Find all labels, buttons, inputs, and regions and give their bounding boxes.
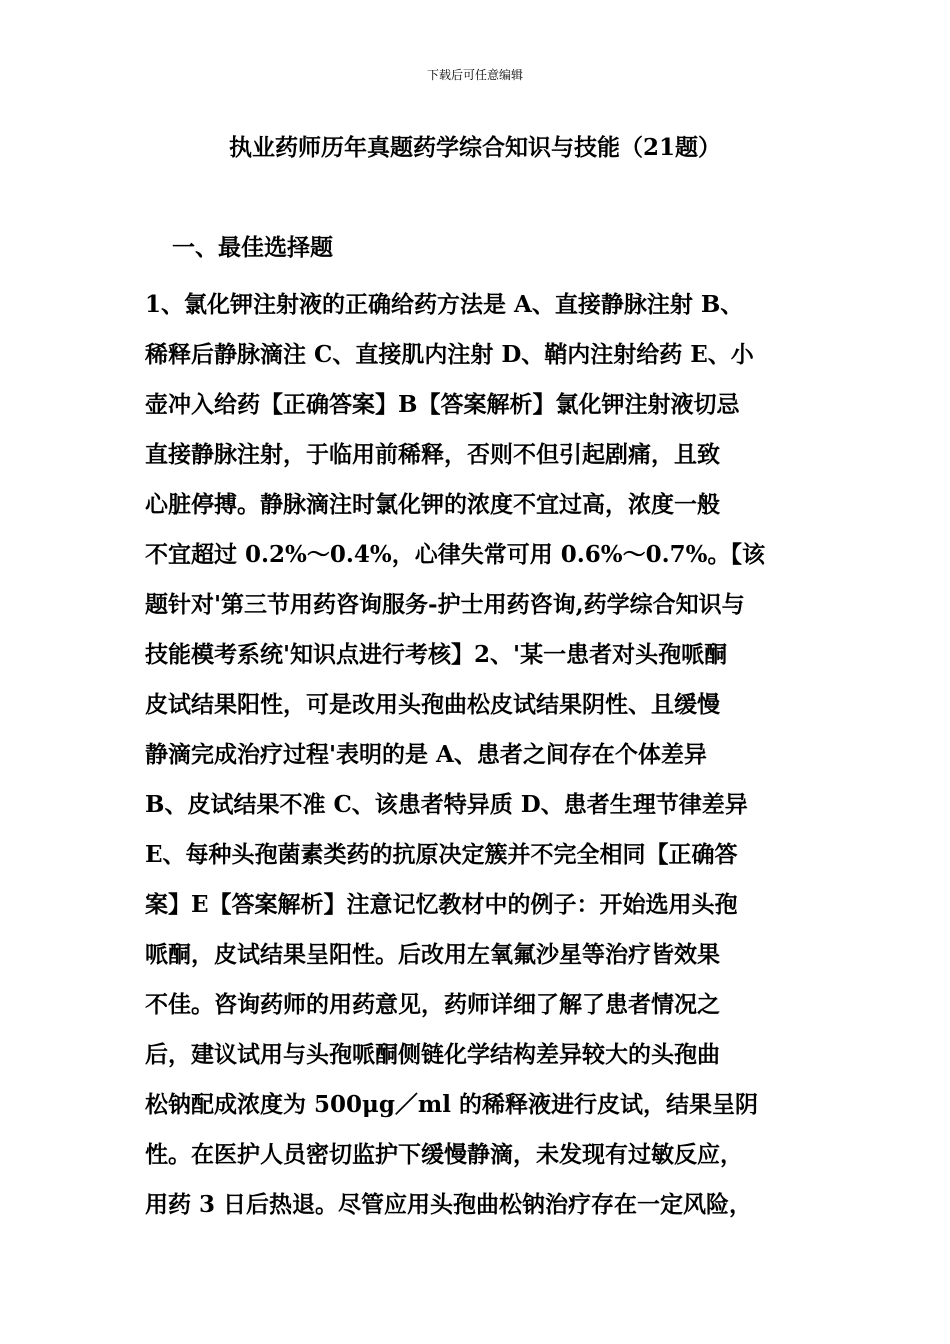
text-line: E、每种头孢菌素类药的抗原决定簇并不完全相同【正确答 bbox=[145, 841, 738, 868]
text-line: 松钠配成浓度为 500μg／ml 的稀释液进行皮试，结果呈阴 bbox=[145, 1091, 759, 1118]
page-header-note: 下载后可任意编辑 bbox=[426, 68, 523, 82]
text-line: 题针对'第三节用药咨询服务-护士用药咨询,药学综合知识与 bbox=[145, 591, 745, 618]
text-line: 哌酮，皮试结果呈阳性。后改用左氧氟沙星等治疗皆效果 bbox=[145, 941, 720, 968]
text-line: 1、氯化钾注射液的正确给药方法是 A、直接静脉注射 B、 bbox=[145, 291, 744, 318]
text-line: 不佳。咨询药师的用药意见，药师详细了解了患者情况之 bbox=[145, 991, 720, 1018]
document-title: 执业药师历年真题药学综合知识与技能（21题） bbox=[228, 134, 721, 161]
text-line: 不宜超过 0.2%～0.4%，心律失常可用 0.6%～0.7%。【该 bbox=[145, 541, 765, 568]
text-line: 壶冲入给药【正确答案】B【答案解析】氯化钾注射液切忌 bbox=[145, 391, 740, 418]
text-line: 案】E【答案解析】注意记忆教材中的例子：开始选用头孢 bbox=[145, 891, 738, 918]
text-line: 心脏停搏。静脉滴注时氯化钾的浓度不宜过高，浓度一般 bbox=[145, 491, 720, 518]
section-heading: 一、最佳选择题 bbox=[172, 234, 333, 261]
text-line: 性。在医护人员密切监护下缓慢静滴，未发现有过敏反应， bbox=[145, 1141, 743, 1168]
text-line: 静滴完成治疗过程'表明的是 A、患者之间存在个体差异 bbox=[145, 741, 707, 768]
text-line: 后，建议试用与头孢哌酮侧链化学结构差异较大的头孢曲 bbox=[145, 1041, 720, 1068]
text-line: B、皮试结果不准 C、该患者特异质 D、患者生理节律差异 bbox=[145, 791, 748, 818]
text-line: 用药 3 日后热退。尽管应用头孢曲松钠治疗存在一定风险， bbox=[145, 1191, 753, 1218]
question-body bbox=[145, 280, 807, 1230]
text-line: 皮试结果阳性，可是改用头孢曲松皮试结果阴性、且缓慢 bbox=[145, 691, 720, 718]
text-line: 技能模考系统'知识点进行考核】2、'某一患者对头孢哌酮 bbox=[145, 641, 728, 668]
text-line: 直接静脉注射，于临用前稀释，否则不但引起剧痛，且致 bbox=[145, 441, 720, 468]
text-line: 稀释后静脉滴注 C、直接肌内注射 D、鞘内注射给药 E、小 bbox=[145, 341, 754, 368]
